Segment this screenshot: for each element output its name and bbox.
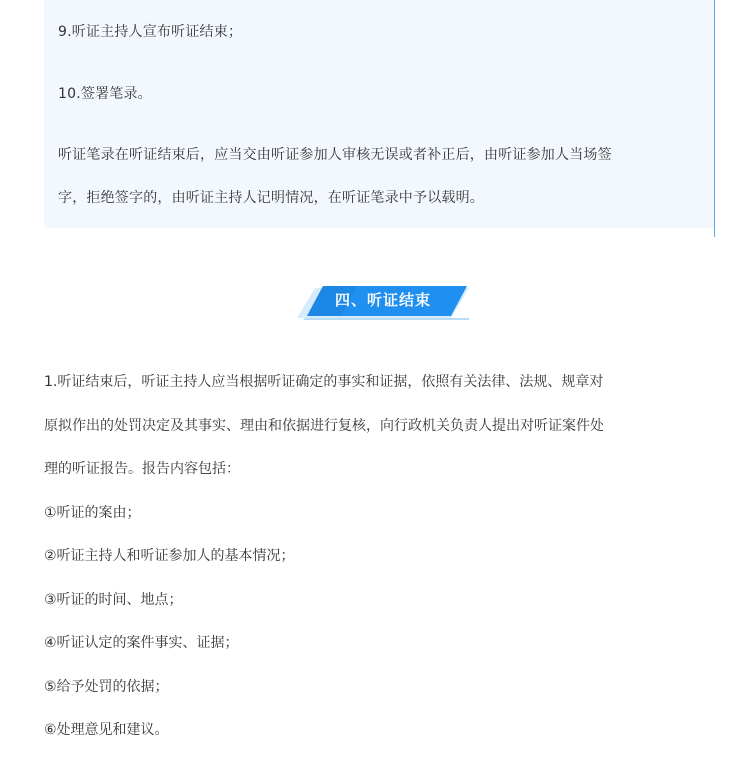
report-item-cause: ①听证的案由；: [44, 505, 141, 521]
report-item-opinion: ⑥处理意见和建议。: [44, 722, 169, 738]
hearing-record-box: [44, 0, 715, 228]
box-border-tail: [714, 228, 715, 237]
section-heading: [297, 284, 469, 320]
report-item-participants: ②听证主持人和听证参加人的基本情况；: [44, 548, 295, 564]
step-9-text: 9.听证主持人宣布听证结束；: [58, 24, 243, 40]
record-note-line-1: 听证笔录在听证结束后，应当交由听证参加人审核无误或者补正后，由听证参加人当场签: [58, 147, 612, 163]
conclusion-paragraph-line-3: 理的听证报告。报告内容包括：: [44, 461, 240, 477]
step-10-text: 10.签署笔录。: [58, 86, 152, 102]
conclusion-paragraph-line-2: 原拟作出的处罚决定及其事实、理由和依据进行复核，向行政机关负责人提出对听证案件处: [44, 418, 604, 434]
record-note-line-2: 字，拒绝签字的，由听证主持人记明情况，在听证笔录中予以载明。: [58, 190, 484, 206]
report-item-time-place: ③听证的时间、地点；: [44, 592, 183, 608]
report-item-facts-evidence: ④听证认定的案件事实、证据；: [44, 635, 239, 651]
report-item-penalty-basis: ⑤给予处罚的依据；: [44, 679, 169, 695]
conclusion-paragraph-line-1: 1.听证结束后，听证主持人应当根据听证确定的事实和证据，依照有关法律、法规、规章对: [44, 374, 604, 390]
section-heading-text: 四、听证结束: [334, 291, 431, 309]
